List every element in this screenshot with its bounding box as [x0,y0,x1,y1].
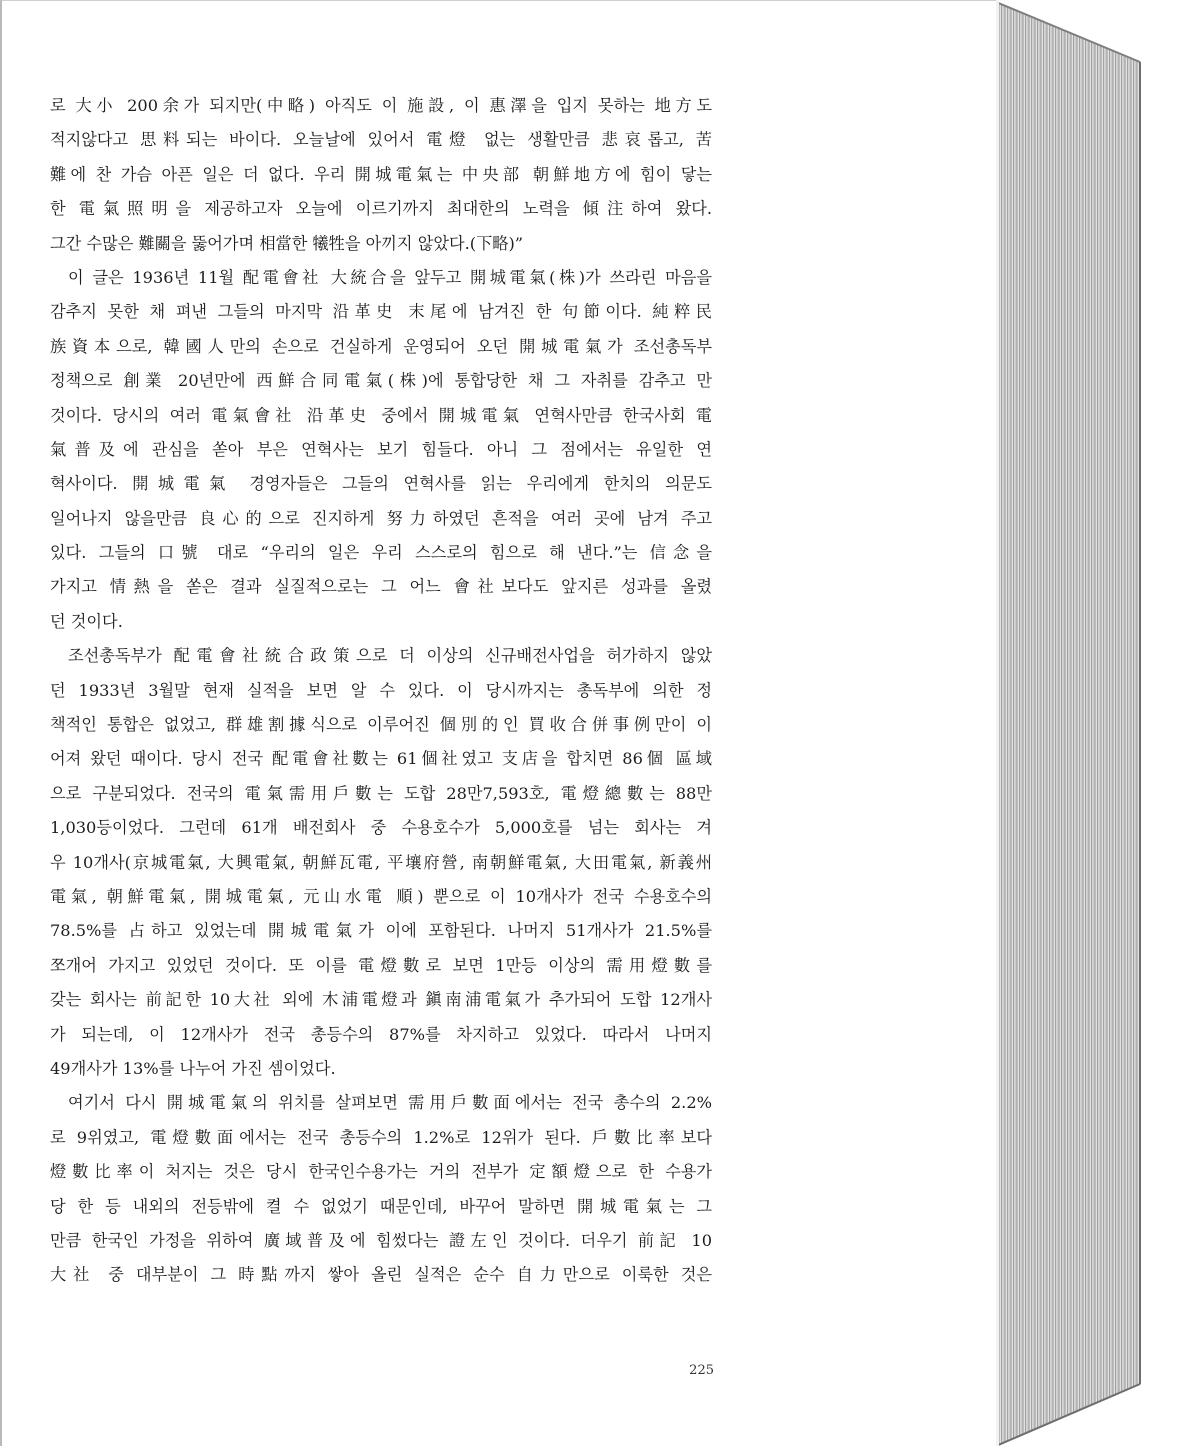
text-line: 大社 중 대부분이 그 時點까지 쌓아 올린 실적은 순수 自力만으로 이룩한 것은 [50,1265,712,1285]
text-line: 1,030등이었다. 그런데 61개 배전회사 중 수용호수가 5,000호를 넘는 회사는 겨 [50,818,712,838]
text-line: 던 1933년 3월말 현재 실적을 보면 알 수 있다. 이 당시까지는 총독부에 의한 정 [50,680,712,700]
text-line: 으로 구분되었다. 전국의 電氣需用戶數는 도합 28만7,593호, 電燈總數는 88만 [50,783,712,803]
text-line: 여기서 다시 開城電氣의 위치를 살펴보면 需用戶數面에서는 전국 총수의 2.2% [68,1093,712,1113]
text-line: 가지고 情熱을 쏟은 결과 실질적으로는 그 어느 會社보다도 앞지른 성과를 올렸 [50,577,712,597]
text-line: 일어나지 않을만큼 良心的으로 진지하게 努力하였던 흔적을 여러 곳에 남겨 주고 [50,508,712,528]
book-page-edge [996,0,1146,1446]
text-line: 로 大小 200余가 되지만(中略) 아직도 이 施設, 이 惠澤을 입지 못하는 地方도 [50,96,712,115]
text-line: 당 한 등 내외의 전등밖에 켤 수 없었기 때문인데, 바꾸어 말하면 開城電氣는 그 [50,1196,712,1216]
text-line: 조선총독부가 配電會社統合政策으로 더 이상의 신규배전사업을 허가하지 않았 [68,646,712,666]
body-text [50,89,712,1293]
text-line: 어져 왔던 때이다. 당시 전국 配電會社數는 61個社였고 支店을 합치면 86個 區域 [50,749,712,769]
text-line: 정책으로 創業 20년만에 西鮮合同電氣(株)에 통합당한 채 그 자취를 감추고 만 [50,371,712,391]
text-line: 혁사이다. 開城電氣 경영자들은 그들의 연혁사를 읽는 우리에게 한치의 의문도 [50,474,712,494]
text-line: 만큼 한국인 가정을 위하여 廣域普及에 힘썼다는 證左인 것이다. 더우기 前記 10 [50,1230,712,1250]
text-line: 電氣, 朝鮮電氣, 開城電氣, 元山水電 順) 뿐으로 이 10개사가 전국 수용호수의 [50,886,712,906]
text-line: 이 글은 1936년 11월 配電會社 大統合을 앞두고 開城電氣(株)가 쓰라린 마음을 [68,267,712,287]
text-line: 氣普及에 관심을 쏟아 부은 연혁사는 보기 힘들다. 아니 그 점에서는 유일한 연 [50,439,712,459]
text-line: 있다. 그들의 口號 대로 “우리의 일은 우리 스스로의 힘으로 해 낸다.”는 信念을 [50,543,712,563]
text-line: 難에 찬 가슴 아픈 일은 더 없다. 우리 開城電氣는 中央部 朝鮮地方에 힘이 닿는 [50,164,712,184]
text-line: 것이다. 당시의 여러 電氣會社 沿革史 중에서 開城電氣 연혁사만큼 한국사회 電 [50,405,712,425]
text-line: 책적인 통합은 없었고, 群雄割據식으로 이루어진 個別的인 買收合併事例만이 이 [50,715,712,735]
text-line: 그간 수많은 難關을 뚫어가며 相當한 犧牲을 아끼지 않았다.(下略)” [50,233,524,253]
text-line: 갖는 회사는 前記한 10大社 외에 木浦電燈과 鎭南浦電氣가 추가되어 도합 12개사 [50,990,712,1010]
text-line: 감추지 못한 채 펴낸 그들의 마지막 沿革史 末尾에 남겨진 한 句節이다. 純粹民 [50,302,712,322]
text-line: 78.5%를 占하고 있었는데 開城電氣가 이에 포함된다. 나머지 51개사가 21.5%를 [50,921,712,941]
text-line: 로 9위였고, 電燈數面에서는 전국 총등수의 1.2%로 12위가 된다. 戶數比率보다 [50,1127,712,1147]
text-line: 적지않다고 思料되는 바이다. 오늘날에 있어서 電燈 없는 생활만큼 悲哀롭고, 苦 [50,130,712,150]
text-line: 燈數比率이 처지는 것은 당시 한국인수용가는 거의 전부가 定額燈으로 한 수용가 [50,1162,712,1182]
text-line: 우 10개사(京城電氣, 大興電氣, 朝鮮瓦電, 平壤府營, 南朝鮮電氣, 大田電氣, 新義州 [50,852,712,872]
text-line: 한 電氣照明을 제공하고자 오늘에 이르기까지 최대한의 노력을 傾注하여 왔다. [50,199,712,219]
text-line: 쪼개어 가지고 있었던 것이다. 또 이를 電燈數로 보면 1만등 이상의 需用燈數를 [50,955,712,975]
page-number: 225 [689,1363,714,1378]
text-line: 49개사가 13%를 나누어 가진 셈이었다. [50,1058,336,1078]
text-line: 族資本으로, 韓國人만의 손으로 건실하게 운영되어 오던 開城電氣가 조선총독부 [50,336,712,356]
text-line: 던 것이다. [50,611,123,631]
text-line: 가 되는데, 이 12개사가 전국 총등수의 87%를 차지하고 있었다. 따라서 나머지 [50,1024,712,1044]
